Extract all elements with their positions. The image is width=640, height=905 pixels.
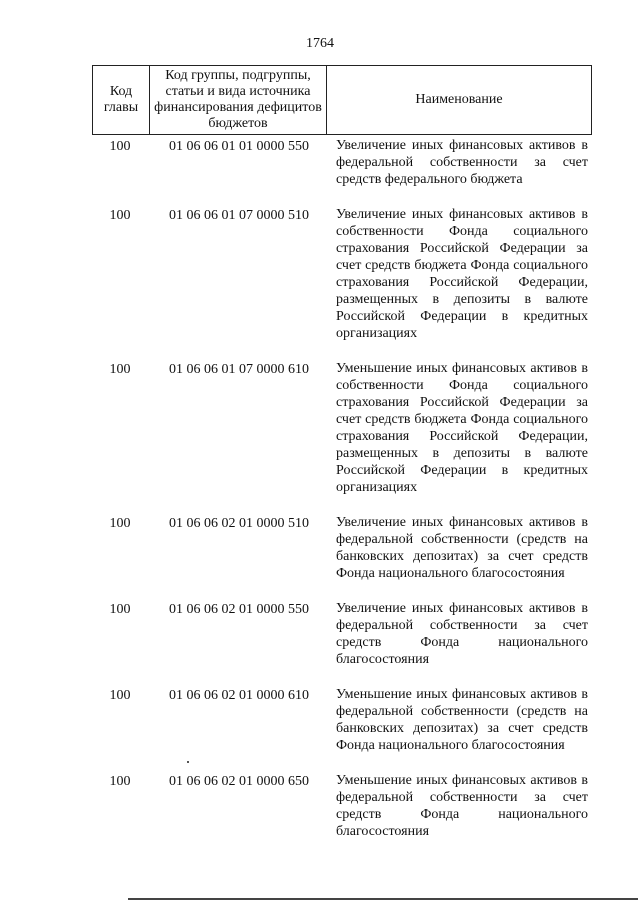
chapter-code: 100 [109,139,131,154]
table-header [92,65,592,135]
table-row [92,206,592,342]
chapter-code: 100 [109,208,131,223]
scan-edge-line [128,898,638,900]
source-code: 01 06 06 01 07 0000 510 [169,208,309,223]
item-name: Увеличение иных финансовых активов в федеральной собственности за счет средств федерального бюджета [336,138,588,187]
source-code: 01 06 06 02 01 0000 510 [169,516,309,531]
table-row [92,772,592,840]
table-row [92,360,592,496]
table-row [92,137,592,188]
source-code: 01 06 06 01 07 0000 610 [169,362,309,377]
source-code: 01 06 06 02 01 0000 650 [169,774,309,789]
item-name: Увеличение иных финансовых активов в федеральной собственности (средств на банковских депозитах) за счет средств Фонда национального благосостояния [336,515,588,581]
chapter-code: 100 [109,774,131,789]
source-code: 01 06 06 01 01 0000 550 [169,139,309,154]
item-name: Увеличение иных финансовых активов в федеральной собственности за счет средств Фонда национального благосостояния [336,601,588,667]
header-source-code: Код группы, подгруппы, статьи и вида источника финансирования дефицитов бюджетов [150,66,327,135]
header-chapter-code: Код главы [93,66,150,135]
chapter-code: 100 [109,602,131,617]
source-code: 01 06 06 02 01 0000 610 [169,688,309,703]
table-body [92,137,592,858]
table-row [92,600,592,668]
source-code: 01 06 06 02 01 0000 550 [169,602,309,617]
scan-speck [187,761,189,763]
item-name: Уменьшение иных финансовых активов в федеральной собственности (средств на банковских депозитах) за счет средств Фонда национального благосостояния [336,687,588,753]
page-number: 1764 [306,36,334,51]
table-row [92,686,592,754]
chapter-code: 100 [109,362,131,377]
item-name: Уменьшение иных финансовых активов в федеральной собственности за счет средств Фонда национального благосостояния [336,773,588,839]
item-name: Увеличение иных финансовых активов в собственности Фонда социального страхования Российской Федерации за счет средств бюджета Фонда социального страхования Российской Федерации, размещенных в депозиты в валюте Российской Федерации в кредитных организациях [336,207,588,341]
chapter-code: 100 [109,688,131,703]
item-name: Уменьшение иных финансовых активов в собственности Фонда социального страхования Российской Федерации за счет средств бюджета Фонда социального страхования Российской Федерации, размещенных в депозиты в валюте Российской Федерации в кредитных организациях [336,361,588,495]
header-name: Наименование [327,66,592,135]
table-row [92,514,592,582]
chapter-code: 100 [109,516,131,531]
